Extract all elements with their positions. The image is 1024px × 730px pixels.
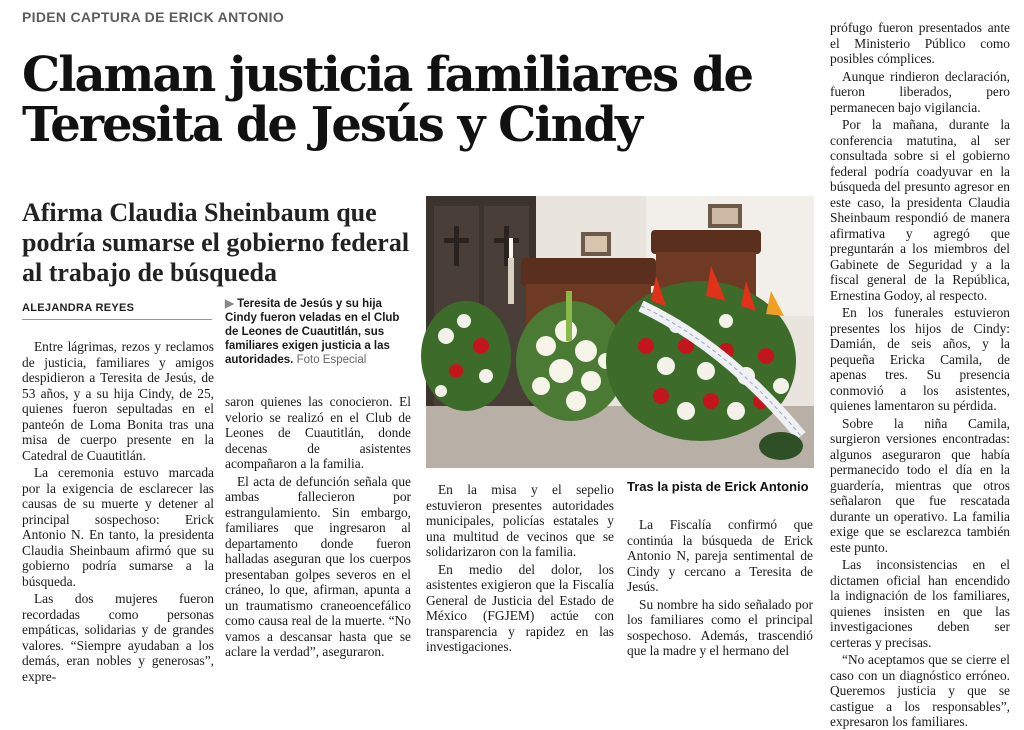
paragraph: Sobre la niña Camila, surgieron versiones encontradas: algunos aseguraron que había permanecido todo el día en la guardería, mientras que otros señalaron que fue rescatada durante un operativo. La familia exige que se esclarezca también este punto. [830,415,1010,555]
article-column-5 [830,20,1010,729]
photo-credit: Foto Especial [296,354,367,366]
section-subhead: Tras la pista de Erick Antonio [627,479,809,494]
headline: Claman justicia familiares de Teresita de Jesús y Cindy [22,47,753,153]
caption-text: Teresita de Jesús y su hija Cindy fueron veladas en el Club de Leones de Cuautitlán, sus familiares exigen justicia a las autoridades. [225,298,400,366]
article-column-3 [426,482,614,654]
article-column-4 [627,517,813,658]
photo-caption [225,297,411,367]
paragraph: Las dos mujeres fueron recordadas como personas empáticas, solidarias y de grandes valores. “Siempre ayudaban a los demás, eran nobles y generosas”, expre- [22,591,214,684]
paragraph: saron quienes las conocieron. El velorio se realizó en el Club de Leones de Cuautitlán, donde decenas de asistentes acompañaron a la familia. [225,394,411,471]
paragraph: prófugo fueron presentados ante el Ministerio Público como posibles cómplices. [830,20,1010,66]
paragraph: En la misa y el sepelio estuvieron presentes autoridades municipales, policías estatales y una multitud de vecinos que se solidarizaron con la familia. [426,482,614,559]
byline: ALEJANDRA REYES [22,302,212,320]
paragraph: Aunque rindieron declaración, fueron liberados, pero permanecen bajo vigilancia. [830,68,1010,115]
paragraph: La ceremonia estuvo marcada por la exigencia de esclarecer las causas de su muerte y detener al principal sospechoso: Erick Antonio N. En tanto, la presidenta Claudia Sheinbaum afirmó que su gobierno podría sumarse a la búsqueda. [22,465,214,589]
funeral-photo [426,196,814,468]
caption-triangle-icon: ▶ [225,298,234,310]
paragraph: Su nombre ha sido señalado por los familiares como el principal sospechoso. Además, trascendió que la madre y el hermano del [627,596,813,658]
paragraph: Por la mañana, durante la conferencia matutina, al ser consultada sobre si el gobierno federal podría coadyuvar en la búsqueda del presunto agresor en este caso, la presidenta Claudia Sheinbaum respondió de manera afirmativa y agregó que preguntarán a los miembros del Gabinete de Seguridad y a la fiscal general de la República, Ernestina Godoy, al respecto. [830,117,1010,303]
kicker: PIDEN CAPTURA DE ERICK ANTONIO [22,9,285,25]
paragraph: El acta de defunción señala que ambas fallecieron por estrangulamiento. Sin embargo, familiares que ingresaron al departamento donde fueron halladas aseguran que los cuerpos presentaban golpes severos en el cráneo, lo que, afirman, apunta a un traumatismo craneoencefálico como causa real de la muerte. “No vamos a descansar hasta que se aclare la verdad”, aseguraron. [225,473,411,659]
paragraph: En medio del dolor, los asistentes exigieron que la Fiscalía General de Justicia del Estado de México (FGJEM) actúe con transparencia y rapidez en las investigaciones. [426,561,614,654]
paragraph: Las inconsistencias en el dictamen oficial han encendido la indignación de los familiares, quienes insisten en que las investigaciones deben ser certeras y precisas. [830,557,1010,650]
article-column-2 [225,394,411,659]
paragraph: En los funerales estuvieron presentes los hijos de Cindy: Damián, de seis años, y la pequeña Ericka Camila, de apenas tres. Su presencia conmovió a los asistentes, quienes lamentaron su pérdida. [830,305,1010,413]
deck: Afirma Claudia Sheinbaum que podría sumarse el gobierno federal al trabajo de búsqueda [22,198,410,287]
paragraph: Entre lágrimas, rezos y reclamos de justicia, familiares y amigos despidieron a Teresita de Jesús, de 53 años, y a su hija Cindy, de 25, quienes fueron sepultadas en el panteón de Loma Bonita tras una misa de cuerpo presente en la Catedral de Cuautitlán. [22,339,214,463]
funeral-photo-image [426,196,814,468]
article-column-1 [22,339,214,684]
paragraph: “No aceptamos que se cierre el caso con un diagnóstico erróneo. Queremos justicia y que se castigue a los responsables”, expresaron los familiares. [830,652,1010,729]
paragraph: La Fiscalía confirmó que continúa la búsqueda de Erick Antonio N, pareja sentimental de Cindy y cercano a Teresita de Jesús. [627,517,813,594]
